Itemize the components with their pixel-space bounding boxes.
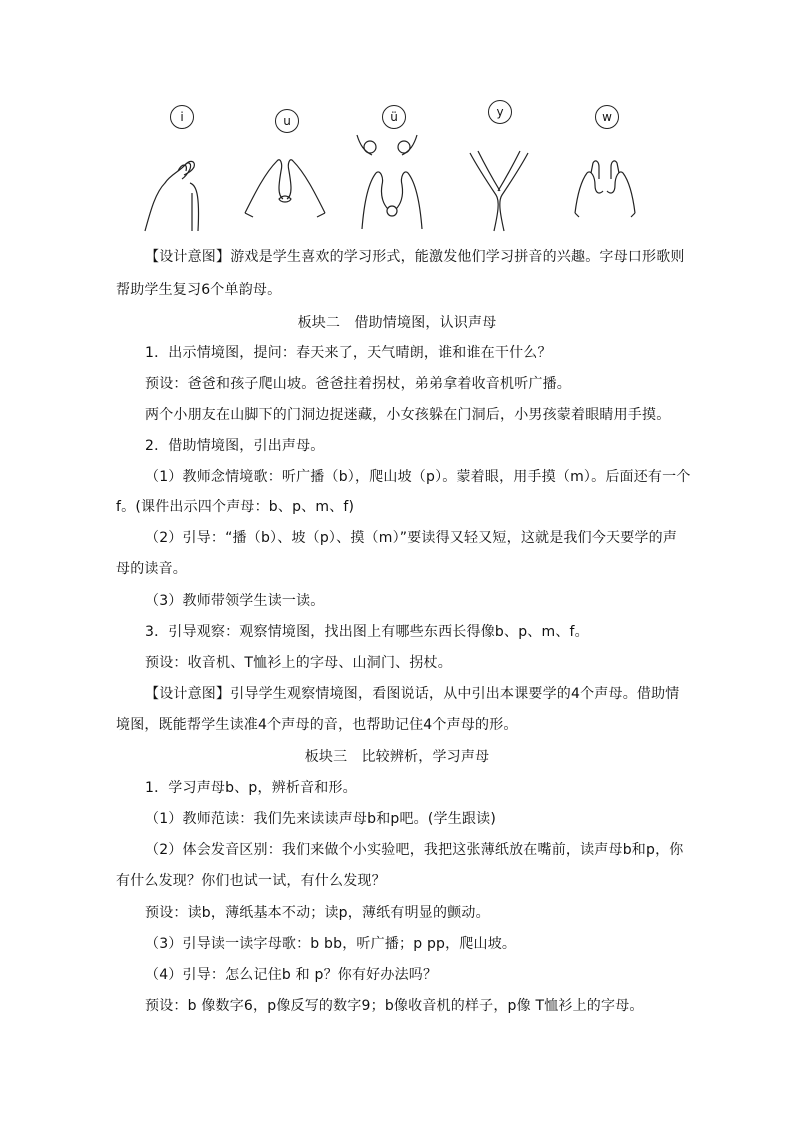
paragraph-step-2-1-line-1: （1）教师念情境歌：听广播（b），爬山坡（p）。蒙着眼，用手摸（m）。后面还有一个 [145, 469, 691, 485]
gesture-letter: y [488, 100, 512, 124]
section-heading-2: 板块二 借助情境图，认识声母 [297, 315, 497, 331]
paragraph-step-b-p: 1．学习声母b、p，辨析音和形。 [145, 780, 357, 796]
paragraph-preset-2: 预设：收音机、T恤衫上的字母、山洞门、拐杖。 [145, 655, 452, 671]
gesture-y [448, 95, 548, 235]
paragraph-step-2-2-line-1: （2）引导：“播（b）、坡（p）、摸（m）”要读得又轻又短，这就是我们今天要学的声 [145, 530, 678, 546]
gesture-v [342, 95, 442, 235]
gesture-i [130, 95, 230, 235]
hand-gesture-y-icon [448, 133, 548, 233]
paragraph-step-b-p-2-line-1: （2）体会发音区别：我们来做个小实验吧，我把这张薄纸放在嘴前，读声母b和p，你 [145, 842, 684, 858]
hand-gesture-i-icon [130, 133, 230, 233]
paragraph-step-b-p-1: （1）教师范读：我们先来读读声母b和p吧。(学生跟读) [145, 811, 497, 827]
paragraph-step-2-1-line-2: f。(课件出示四个声母：b、p、m、f) [116, 499, 355, 515]
paragraph-step-b-p-3: （3）引导读一读字母歌：b bb，听广播；p pp，爬山坡。 [145, 936, 517, 952]
paragraph-step-1: 1．出示情境图，提问：春天来了，天气晴朗，谁和谁在干什么？ [145, 345, 552, 361]
gesture-w [555, 95, 655, 235]
paragraph-step-2: 2．借助情境图，引出声母。 [145, 438, 325, 454]
paragraph-step-2-2-line-2: 母的读音。 [116, 561, 187, 577]
gesture-letter: u [275, 109, 299, 133]
design-intent-2-line-1: 【设计意图】引导学生观察情境图，看图说话，从中引出本课要学的4个声母。借助情 [145, 686, 680, 702]
gesture-figure-row [130, 95, 690, 240]
paragraph-preset-4: 预设：b 像数字6，p像反写的数字9；b像收音机的样子，p像 T恤衫上的字母。 [145, 998, 644, 1014]
gesture-letter: i [170, 105, 194, 129]
paragraph-step-b-p-4: （4）引导：怎么记住b 和 p？你有好办法吗？ [145, 967, 438, 983]
paragraph-preset-3: 预设：读b，薄纸基本不动；读p，薄纸有明显的颤动。 [145, 905, 490, 921]
design-intent-2-line-2: 境图，既能帮学生读准4个声母的音，也帮助记住4个声母的形。 [116, 717, 518, 733]
paragraph-preset-1: 预设：爸爸和孩子爬山坡。爸爸拄着拐杖，弟弟拿着收音机听广播。 [145, 376, 571, 392]
section-heading-3: 板块三 比较辨析，学习声母 [304, 749, 490, 765]
paragraph-step-2-3: （3）教师带领学生读一读。 [145, 593, 325, 609]
paragraph-step-3: 3．引导观察：观察情境图，找出图上有哪些东西长得像b、p、m、f。 [145, 624, 589, 640]
design-intent-1-line-1: 【设计意图】游戏是学生喜欢的学习形式，能激发他们学习拼音的兴趣。字母口形歌则 [145, 249, 685, 265]
hand-gesture-v-icon [342, 133, 442, 233]
gesture-letter: ü [382, 105, 406, 129]
paragraph-scene: 两个小朋友在山脚下的门洞边捉迷藏，小女孩躲在门洞后，小男孩蒙着眼睛用手摸。 [145, 407, 671, 423]
paragraph-step-b-p-2-line-2: 有什么发现？你们也试一试，有什么发现？ [116, 873, 386, 889]
gesture-u [235, 95, 335, 235]
design-intent-1-line-2: 帮助学生复习6个单韵母。 [116, 282, 282, 298]
gesture-letter: w [595, 105, 619, 129]
hand-gesture-w-icon [555, 133, 655, 233]
hand-gesture-u-icon [235, 133, 335, 233]
